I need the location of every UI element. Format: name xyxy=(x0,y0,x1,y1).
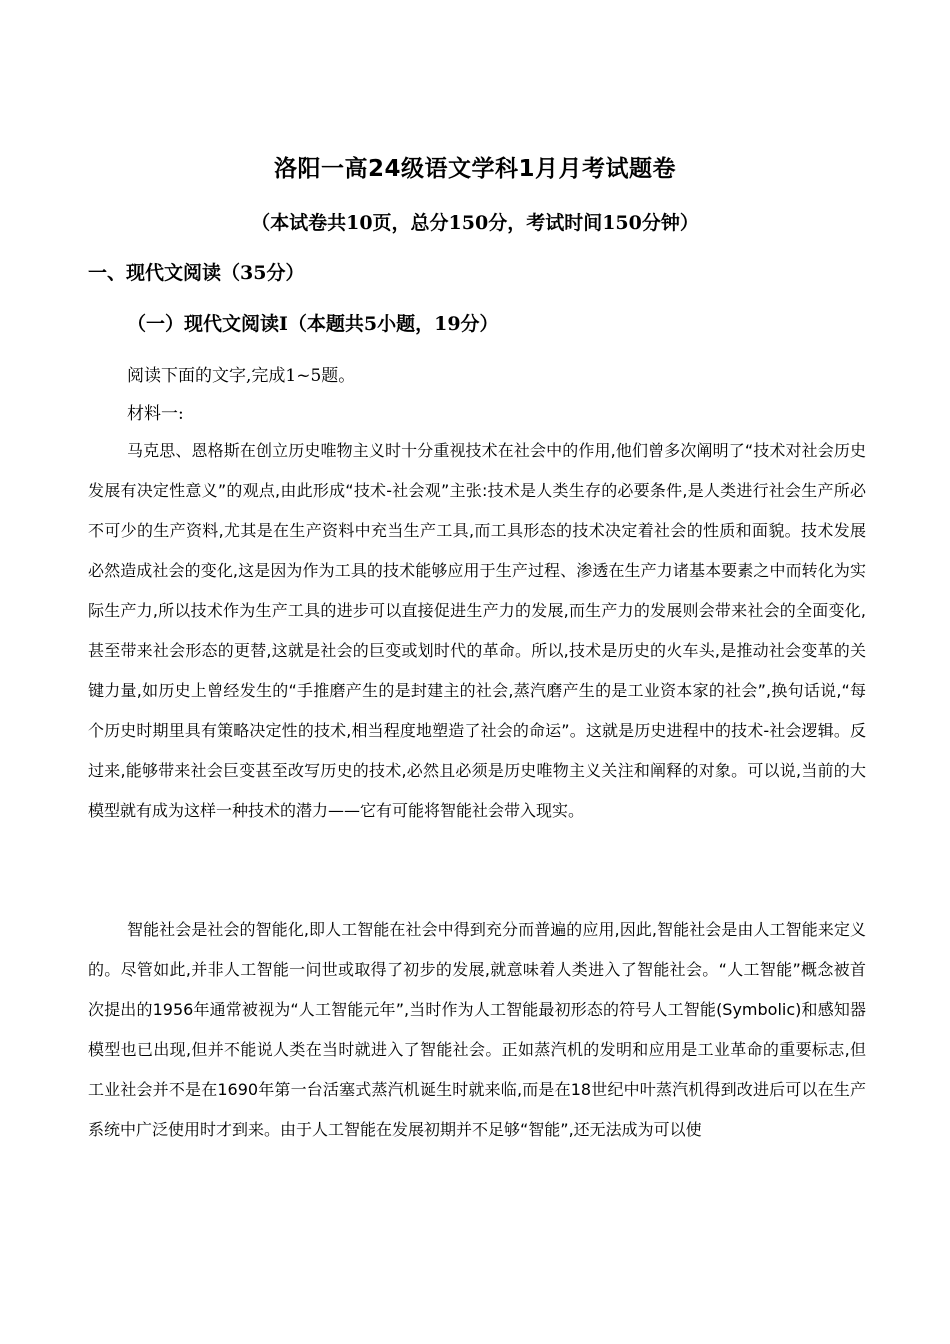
reading-instruction: 阅读下面的文字,完成1~5题。 xyxy=(127,366,356,386)
exam-title: 洛阳一高24级语文学科1月月考试题卷 xyxy=(273,156,676,182)
sub-section-heading: （一）现代文阅读I（本题共5小题，19分） xyxy=(127,313,499,335)
material-label: 材料一: xyxy=(127,404,184,424)
body-paragraph-2: 智能社会是社会的智能化,即人工智能在社会中得到充分而普遍的应用,因此,智能社会是由人工智能来定义的。尽管如此,并非人工智能一问世或取得了初步的发展,就意味着人类进入了智能社会。“人工智能”概念被首次提出的1956年通常被视为“人工智能元年”,当时作为人工智能最初形态的符号人工智能(Symbolic)和感知器模型也已出现,但并不能说人类在当时就进入了智能社会。正如蒸汽机的发明和应用是工业革命的重要标志,但工业社会并不是在1690年第一台活塞式蒸汽机诞生时就来临,而是在18世纪中叶蒸汽机得到改进后可以在生产系统中广泛使用时才到来。由于人工智能在发展初期并不足够“智能”,还无法成为可以使 xyxy=(88,920,866,1139)
exam-subtitle: （本试卷共10页，总分150分，考试时间150分钟） xyxy=(251,212,699,234)
section-heading: 一、现代文阅读（35分） xyxy=(88,262,305,284)
body-paragraph-1: 马克思、恩格斯在创立历史唯物主义时十分重视技术在社会中的作用,他们曾多次阐明了“技术对社会历史发展有决定性意义”的观点,由此形成“技术-社会观”主张:技术是人类生存的必要条件,是人类进行社会生产所必不可少的生产资料,尤其是在生产资料中充当生产工具,而工具形态的技术决定着社会的性质和面貌。技术发展必然造成社会的变化,这是因为作为工具的技术能够应用于生产过程、渗透在生产力诸基本要素之中而转化为实际生产力,所以技术作为生产工具的进步可以直接促进生产力的发展,而生产力的发展则会带来社会的全面变化,甚至带来社会形态的更替,这就是社会的巨变或划时代的革命。所以,技术是历史的火车头,是推动社会变革的关键力量,如历史上曾经发生的“手推磨产生的是封建主的社会,蒸汽磨产生的是工业资本家的社会”,换句话说,“每个历史时期里具有策略决定性的技术,相当程度地塑造了社会的命运”。这就是历史进程中的技术-社会逻辑。反过来,能够带来社会巨变甚至改写历史的技术,必然且必须是历史唯物主义关注和阐释的对象。可以说,当前的大模型就有成为这样一种技术的潜力——它有可能将智能社会带入现实。 xyxy=(88,441,866,820)
